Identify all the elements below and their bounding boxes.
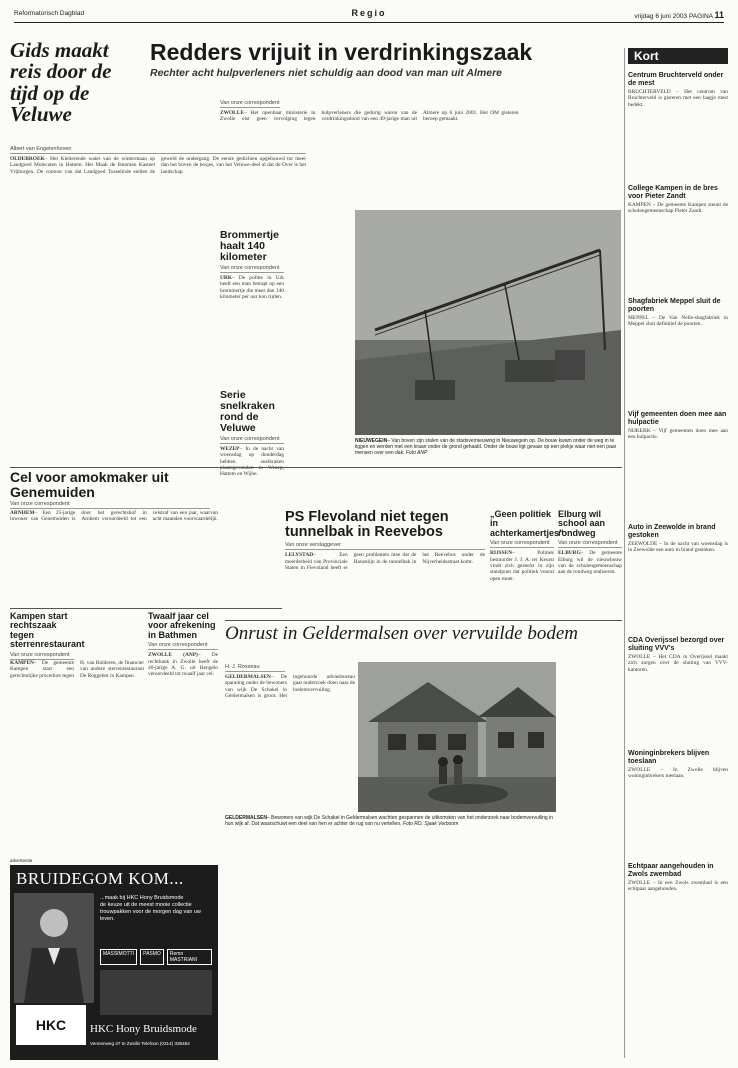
byline-elburg: Van onze correspondent xyxy=(558,540,622,548)
ad-label: advertentie xyxy=(10,858,33,863)
page-date: vrijdag 6 juni 2003 PAGINA 11 xyxy=(634,10,724,20)
kort-item-title: Shagfabriek Meppel sluit de poorten xyxy=(628,298,721,313)
ad-brand: PASMO xyxy=(140,949,164,965)
groom-photo xyxy=(14,893,94,1003)
kort-item-text: ZEEWOLDE – In de nacht van woensdag is in Zeewolde een auto in brand gestoken. xyxy=(628,541,728,554)
article-veluwe xyxy=(10,40,143,126)
body-pstunnel: LELYSTAD– Een meerderheid van Provinciale Staten in Flevoland heeft er geen problemen mee dat de Hanzelijn in de tunnelbak in het Reevebos onder de Nijverheidsstraat komt. xyxy=(285,552,485,572)
article-onrust xyxy=(225,624,622,643)
article-kampen xyxy=(10,611,85,662)
photo-crane xyxy=(355,210,621,435)
paper-name: Reformatorisch Dagblad xyxy=(14,10,85,17)
headline-brommer: Brommertje haalt 140 kilometer xyxy=(220,229,279,264)
kort-item xyxy=(628,185,728,294)
kort-item xyxy=(628,411,728,520)
kort-column xyxy=(628,68,728,1058)
byline-twaalf: Van onze correspondent xyxy=(148,642,218,650)
kort-item-text: ZWOLLE – In een Zwols zwembad is een echtpaar aangehouden. xyxy=(628,880,728,893)
ad-text: ...maak bij HKC Hony Bruidsmode de keuze uit de meest mooie collectie trouwpakken voor de morgen dag van uw leven. xyxy=(100,895,201,922)
kort-item-title: Woninginbrekers blijven toeslaan xyxy=(628,750,710,765)
kort-item xyxy=(628,298,728,407)
kort-item-text: NIJKERK – Vijf gemeenten doen mee aan een hulpactie. xyxy=(628,428,728,441)
caption-crane: NIEUWEGEIN– Van boven zijn stalen van de stadsvernieuwing in Nieuwegein op. De bouw kwam onder de weg in te liggen en werden met een kraan onder de grond gehaald. Onder de bouw ligt gevaar op een plekje waar niet een paar mensen over een dak. Foto ANP xyxy=(355,438,617,456)
ad-headline: BRUIDEGOM KOM... xyxy=(16,869,184,888)
byline-politiek: Van onze correspondent xyxy=(490,540,554,548)
subtitle-redders: Rechter acht hulpverleners niet schuldig aan dood van man uit Almere xyxy=(150,67,503,80)
headline-amok: Cel voor amokmaker uit Genemuiden xyxy=(10,469,169,500)
body-redders: ZWOLLE– Het openbaar ministerie in Zwolle eist geen vervolging tegen hulpverleners die gedurig waren van de verdrinkingsdood van een 49-jarige man uit Almere op 6 juni 2001. Het OM gisteren beroep gemaakt. xyxy=(220,110,519,123)
article-amok xyxy=(10,470,210,511)
byline-amok: Van onze correspondent xyxy=(10,501,210,509)
ad-photo-strip xyxy=(100,970,212,1015)
headline-elburg: Elburg wil school aan rondweg xyxy=(558,509,606,538)
page-header xyxy=(14,8,724,23)
hkc-logo: HKC xyxy=(16,1005,86,1045)
advertisement[interactable] xyxy=(10,865,218,1060)
headline-onrust: Onrust in Geldermalsen over vervuilde bodem xyxy=(225,623,579,644)
houses-photo-illustration xyxy=(358,662,556,812)
byline-snelkraken: Van onze correspondent xyxy=(220,436,284,444)
kort-item-title: Vijf gemeenten doen mee aan hulpactie xyxy=(628,411,727,426)
kort-item-text: KAMPEN – De gemeente Kampen steunt de scholengemeenschap Pieter Zandt. xyxy=(628,202,728,215)
byline-redders: Van onze correspondent xyxy=(220,100,280,106)
body-elburg: ELBURG– De gemeente Elburg wil de nieuwbouw van de scholengemeenschap aan de rondweg realiseren. xyxy=(558,550,622,576)
body-kampen: KAMPEN– De gemeente Kampen start een gerechtelijke procedure tegen H. van Bulderen, de financier van andere sterrenrestaurant De Roggebot in Kampen. xyxy=(10,660,144,679)
headline-pstunnel: PS Flevoland niet tegen tunnelbak in Reevebos xyxy=(285,509,449,541)
kort-item-title: Echtpaar aangehouden in Zwols zwembad xyxy=(628,863,714,878)
headline-snelkraken: Serie snelkraken rond de Veluwe xyxy=(220,389,275,435)
kort-header: Kort xyxy=(628,48,728,64)
kort-item-title: CDA Overijssel bezorgd over sluiting VVV's xyxy=(628,637,725,652)
groom-illustration xyxy=(14,893,94,1003)
headline-veluwe: Gids maakt reis door de tijd op de Veluwe xyxy=(10,38,112,127)
kort-item-title: Auto in Zeewolde in brand gestoken xyxy=(628,524,716,539)
headline-politiek: „Geen politiek in achterkamertjes” xyxy=(490,509,564,538)
body-veluwe: OLDEBROEK– Het Kleiterende water van de wintermaan op Landgoed Molecaten in Hattem. Het Maak de fenomen Kasteel Vrijburgen. De contour van dat Landgoed Tusselinde stellen de geweld de ondergang. De eerste gedichten opgebouwd tot meer dan het boven de bosjes, van het Veluwe-deel al dat de Over is het landschap xyxy=(10,156,306,175)
article-snelkraken xyxy=(220,390,284,506)
ad-brand: Remo MASTRIANI xyxy=(167,949,212,965)
byline-onrust: H. J. Rosseau xyxy=(225,664,285,672)
headline-kampen: Kampen start rechtszaak tegen sterrenrestaurant xyxy=(10,611,85,650)
kort-item-text: BRUCHTERVELD – Het centrum van Bruchterveld is gisteren met een laagje mest bedekt. xyxy=(628,89,728,108)
kort-item xyxy=(628,72,728,181)
section-name: Regio xyxy=(351,8,387,18)
article-twaalf xyxy=(148,612,218,782)
ad-brands xyxy=(100,949,212,965)
article-onrust-side xyxy=(558,662,622,832)
kort-item-text: MEPPEL – De Van Nelle-shagfabriek in Meppel sluit definitief de poorten. xyxy=(628,315,728,328)
body-brommer: URK– De politie in Urk heeft een man betrapt op een brommertje die meer dan 140 kilometer per uur kon rijden. xyxy=(220,275,284,300)
kort-item-title: College Kampen in de bres voor Pieter Zandt xyxy=(628,185,718,200)
headline-redders: Redders vrijuit in verdrinkingszaak xyxy=(150,39,533,65)
kort-item xyxy=(628,863,728,972)
byline-brommer: Van onze correspondent xyxy=(220,265,284,273)
photo-houses xyxy=(358,662,556,812)
headline-twaalf: Twaalf jaar cel voor afrekening in Bathmen xyxy=(148,611,216,640)
byline-pstunnel: Van onze verslaggever xyxy=(285,542,485,550)
caption-houses: GELDERMALSEN– Bewoners van wijk De Schakel in Geldermalsen wachten gespannen de uitkomsten van het onderzoek naar bodemvervuiling in hun wijk af. Dat waarschuwt een deel van hen er achter de rug van nu vertellen. Foto RD, Sjaak Verboom xyxy=(225,815,553,827)
article-redders xyxy=(150,40,620,79)
kort-item xyxy=(628,750,728,859)
kort-item-title: Centrum Bruchterveld onder de mest xyxy=(628,72,724,87)
body-onrust: GELDERMALSEN– De spanning onder de bewoners van wijk De Schakel in Geldermalsen is groot. Het ingehuurde adviesbureau gaat onderzoek doen naar de bodemvervuiling. xyxy=(225,674,355,699)
article-kampen-body xyxy=(10,660,144,800)
kort-item xyxy=(628,524,728,633)
kort-item-text: ZWOLLE – In Zwolle blijven woninginbrekers toeslaan. xyxy=(628,767,728,780)
article-amok-body xyxy=(10,510,218,605)
article-redders-body xyxy=(220,98,620,198)
body-twaalf: ZWOLLE (ANP)– De rechtbank in Zwolle heeft de 40-jarige A. G. uit Hengelo veroordeeld tot twaalf jaar cel. xyxy=(148,652,218,678)
article-redders-cont xyxy=(287,230,351,530)
byline-kampen: Van onze correspondent xyxy=(10,652,74,660)
kort-item xyxy=(628,637,728,746)
ad-shop: HKC Hony Bruidsmode xyxy=(90,1023,197,1035)
crane-photo-illustration xyxy=(355,210,621,435)
byline-veluwe: Albert van Engelenhoven xyxy=(10,146,306,154)
kort-item-text: ZWOLLE – Het CDA in Overijssel maakt zich zorgen over de sluiting van VVV-kantoren. xyxy=(628,654,728,673)
ad-brand: MASSIMOTTI xyxy=(100,949,137,965)
body-snelkraken: WEZEP– In de nacht van woensdag op donderdag hebben snelkraken Hattem en Wijhe. xyxy=(220,446,284,478)
body-amok: ARNHEM– Een 25-jarige inwoner van Genemuiden is door het gerechtshof in Arnhem veroordeeld tot een celstraf van een jaar, waarvan acht maanden voorwaardelijk. xyxy=(10,510,218,523)
article-brommer xyxy=(220,230,284,365)
article-onrust-cont xyxy=(290,838,620,1058)
ad-address: Vennenweg 37 te Zwolle Telefoon (0314) 338484 xyxy=(90,1041,190,1046)
body-politiek: RIJSSEN– Politiek bestuurder J. J. A. ter Keurst vindt zich gesterkt in zijn standpunt dat politiek vooral open moet. xyxy=(490,550,554,582)
